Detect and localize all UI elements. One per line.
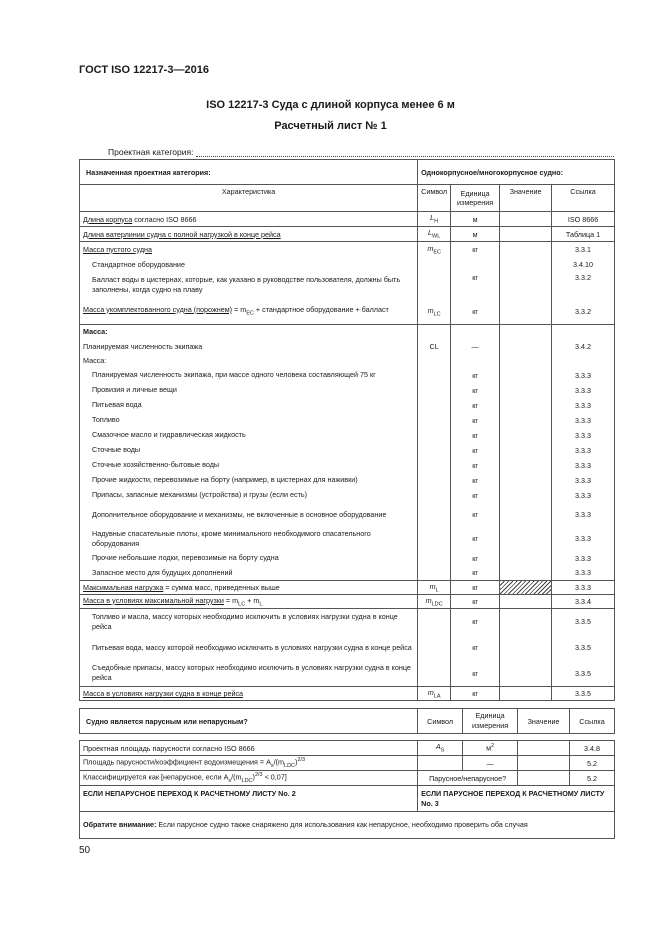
table-row [80,609,615,635]
row-label: Максимальная нагрузка = сумма масс, приведенных выше [80,581,418,595]
table-row [80,661,615,687]
row-unit: кг [451,398,500,413]
table-row [80,458,615,473]
row-reference: 3.3.3 [552,488,615,503]
row-label: Надувные спасательные плоты, кроме минимального необходимого спасательного оборудования [80,527,418,551]
table-row [80,368,615,383]
row-value[interactable] [518,741,570,756]
row-symbol: $m_{LDC}$ [418,595,451,609]
standard-designation: ГОСТ ISO 12217-3—2016 [79,64,209,76]
table-row [80,527,615,551]
row-symbol [418,368,451,383]
row-reference: 3.3.1 [552,242,615,257]
row-reference: 3.3.3 [552,551,615,566]
row-reference: ISO 8666 [552,212,615,227]
row-symbol: $m_L$ [418,581,451,595]
row-symbol [418,488,451,503]
row-label: Классифицируется как [непарусное, если $A_s/(m_{LDC})^{2/3} < 0,07$] [80,771,418,786]
row-symbol: $L_{WL}$ [418,227,451,242]
table-row [80,551,615,566]
category-row [80,160,615,185]
row-reference: 3.3.3 [552,581,615,595]
col-value: Значение [500,185,552,212]
row-reference: 3.3.3 [552,527,615,551]
row-label: Планируемая численность экипажа [80,339,418,354]
design-category-line [108,147,614,157]
table-row [80,581,615,595]
table-row [80,635,615,661]
row-value[interactable] [500,398,552,413]
table-row [80,741,615,756]
row-symbol [418,527,451,551]
table-row [80,398,615,413]
row-value[interactable] [500,595,552,609]
row-value[interactable] [500,488,552,503]
row-value[interactable] [500,383,552,398]
row-symbol [418,551,451,566]
row-reference: 3.3.5 [552,635,615,661]
row-label: Прочие жидкости, перевозимые на борту (например, в цистернах для наживки) [80,473,418,488]
row-label: Прочие небольшие лодки, перевозимые на борту судна [80,551,418,566]
row-value[interactable] [500,581,552,595]
table-row [80,325,615,339]
design-category-label: Проектная категория: [108,147,194,157]
row-value[interactable] [500,527,552,551]
sailing-question: Судно является парусным или непарусным? [80,709,418,734]
row-value[interactable] [500,661,552,687]
row-reference: 3.3.5 [552,687,615,701]
row-reference: 3.3.3 [552,368,615,383]
row-unit: кг [451,458,500,473]
nonsail-branch: ЕСЛИ НЕПАРУСНОЕ ПЕРЕХОД К РАСЧЕТНОМУ ЛИСТУ No. 2 [80,786,418,812]
table-row [80,488,615,503]
mass-heading: Масса: [80,325,418,339]
row-label: Сточные воды [80,443,418,458]
row-unit: кг [451,383,500,398]
row-unit: — [451,339,500,354]
note-cell: Обратите внимание: Если парусное судно также снаряжено для использования как непарусное, необходимо проверить оба случая [80,812,615,839]
branch-row [80,786,615,812]
row-unit [451,257,500,272]
col-characteristic: Характеристика [80,185,418,212]
table-row [80,354,615,368]
row-symbol: $m_{LA}$ [418,687,451,701]
table-row [80,428,615,443]
col-reference: Ссылка [552,185,615,212]
row-label: Стандартное оборудование [80,257,418,272]
col-symbol: Символ [418,185,451,212]
row-reference: 5.2 [570,756,615,771]
row-reference: 3.3.5 [552,609,615,635]
row-label: Планируемая численность экипажа, при массе одного человека составляющей 75 кг [80,368,418,383]
col-unit: Единица измерения [463,709,518,734]
row-unit: кг [451,581,500,595]
header-row [80,709,615,734]
row-symbol [418,458,451,473]
row-unit: кг [451,527,500,551]
row-symbol [418,635,451,661]
row-reference: 3.3.3 [552,443,615,458]
row-unit: кг [451,272,500,299]
row-reference: 3.3.3 [552,398,615,413]
row-symbol [418,398,451,413]
row-label: Съедобные припасы, массу которых необходимо исключить в условиях нагрузки судна в конце рейса [80,661,418,687]
row-unit: кг [451,503,500,527]
row-unit: кг [451,551,500,566]
row-unit: кг [451,473,500,488]
row-label: Смазочное масло и гидравлическая жидкость [80,428,418,443]
row-value[interactable] [500,428,552,443]
row-reference: 3.3.2 [552,272,615,299]
row-unit: кг [451,687,500,701]
calculation-table [79,159,615,701]
row-unit: кг [451,635,500,661]
row-unit: кг [451,443,500,458]
row-unit: — [463,756,518,771]
row-reference: 3.3.2 [552,299,615,325]
table-row [80,339,615,354]
row-value[interactable] [500,368,552,383]
table-row [80,771,615,786]
row-value[interactable] [500,687,552,701]
row-label: Масса пустого судна [80,242,418,257]
row-value[interactable] [500,609,552,635]
dotted-fill-line [196,148,614,157]
row-symbol [418,443,451,458]
row-symbol [418,257,451,272]
document-title: ISO 12217-3 Суда с длиной корпуса менее 6 м [206,99,455,111]
row-symbol [418,609,451,635]
row-label: Припасы, запасные механизмы (устройства) и грузы (если есть) [80,488,418,503]
row-symbol [418,756,463,771]
row-label: Масса в условиях максимальной нагрузки = $m_{LC} + m_L$ [80,595,418,609]
col-unit: Единица измерения [451,185,500,212]
row-reference: 3.3.3 [552,413,615,428]
row-reference: 3.4.10 [552,257,615,272]
note-row [80,812,615,839]
row-value[interactable] [500,212,552,227]
row-label: Провизия и личные вещи [80,383,418,398]
row-reference: 3.3.3 [552,383,615,398]
sheet-title: Расчетный лист № 1 [274,120,387,132]
row-reference: 3.3.3 [552,458,615,473]
row-label: Длина корпуса согласно ISO 8666 [80,212,418,227]
row-value[interactable] [500,339,552,354]
sail-branch: ЕСЛИ ПАРУСНОЕ ПЕРЕХОД К РАСЧЕТНОМУ ЛИСТУ No. 3 [418,786,615,812]
table-row [80,257,615,272]
sailing-table [79,708,615,839]
row-symbol [418,272,451,299]
row-unit: кг [451,413,500,428]
row-symbol: $m_{EC}$ [418,242,451,257]
table-row [80,756,615,771]
table-row [80,227,615,242]
row-unit: м [451,227,500,242]
row-label: Масса в условиях нагрузки судна в конце рейса [80,687,418,701]
row-value[interactable] [500,458,552,473]
row-value[interactable] [500,257,552,272]
row-label: Питьевая вода [80,398,418,413]
row-unit: кг [451,609,500,635]
table-row [80,383,615,398]
row-label: Балласт воды в цистернах, которые, как указано в руководстве пользователя, должны быть заполнены, когда судно на плаву [80,272,418,299]
row-symbol [418,473,451,488]
row-reference: 5.2 [570,771,615,786]
row-reference: 3.3.3 [552,566,615,581]
header-row [80,185,615,212]
row-reference: 3.4.8 [570,741,615,756]
table-row [80,687,615,701]
row-label: Проектная площадь парусности согласно ISO 8666 [80,741,418,756]
row-value[interactable] [500,551,552,566]
row-reference: 3.3.3 [552,473,615,488]
row-symbol: CL [418,339,451,354]
spacer-row [80,734,615,741]
row-value[interactable] [500,242,552,257]
row-label: Запасное место для будущих дополнений [80,566,418,581]
row-symbol: $m_{LC}$ [418,299,451,325]
row-value[interactable] [500,299,552,325]
row-value[interactable] [500,413,552,428]
row-value[interactable] [500,227,552,242]
row-reference: 3.4.2 [552,339,615,354]
row-label: Масса укомплектованного судна (порожнем) = $m_{EC}$ + стандартное оборудование + балласт [80,299,418,325]
row-label: Питьевая вода, массу которой необходимо исключить в условиях нагрузки судна в конце рейса [80,635,418,661]
row-value[interactable] [518,756,570,771]
col-value: Значение [518,709,570,734]
row-value[interactable] [500,635,552,661]
hull-type-cell: Однокорпусное/многокорпусное судно: [418,160,615,185]
row-value[interactable] [500,566,552,581]
table-row [80,473,615,488]
row-value[interactable] [500,503,552,527]
row-unit: м [451,212,500,227]
row-unit: кг [451,595,500,609]
row-symbol [418,566,451,581]
row-label: Топливо [80,413,418,428]
row-unit: кг [451,299,500,325]
row-symbol [418,383,451,398]
row-value[interactable] [500,473,552,488]
row-reference: Таблица 1 [552,227,615,242]
intended-category-cell: Назначенная проектная категория: [80,160,418,185]
row-unit: кг [451,428,500,443]
table-row [80,212,615,227]
row-symbol [418,413,451,428]
table-row [80,443,615,458]
row-unit: кг [451,566,500,581]
row-symbol: $L_H$ [418,212,451,227]
row-label: Сточные хозяйственно-бытовые воды [80,458,418,473]
row-label: Длина ватерлинии судна с полной нагрузкой в конце рейса [80,227,418,242]
table-row [80,595,615,609]
row-symbol [418,503,451,527]
row-unit: кг [451,242,500,257]
row-symbol [418,661,451,687]
row-reference: 3.3.3 [552,503,615,527]
row-unit: кг [451,661,500,687]
row-value[interactable] [500,272,552,299]
row-symbol: $A_S$ [418,741,463,756]
table-row [80,272,615,299]
table-row [80,299,615,325]
row-value[interactable] [500,443,552,458]
table-row [80,503,615,527]
row-label: Топливо и масла, массу которых необходимо исключить в условиях нагрузки судна в конце рейса [80,609,418,635]
row-label: Площадь парусности/коэффициент водоизмещения = $A_s/(m_{LDC})^{2/3}$ [80,756,418,771]
page-number: 50 [79,845,91,856]
row-unit: $м^2$ [463,741,518,756]
row-unit: кг [451,368,500,383]
row-label: Дополнительное оборудование и механизмы, не включенные в основное оборудование [80,503,418,527]
table-row [80,566,615,581]
mass-subheading: Масса: [80,354,418,368]
sail-answer-label: Парусное/непарусное? [418,771,518,786]
row-reference: 3.3.5 [552,661,615,687]
col-reference: Ссылка [570,709,615,734]
row-reference: 3.3.3 [552,428,615,443]
table-row [80,413,615,428]
row-unit: кг [451,488,500,503]
row-symbol [418,428,451,443]
row-value[interactable] [518,771,570,786]
row-reference: 3.3.4 [552,595,615,609]
col-symbol: Символ [418,709,463,734]
table-row [80,242,615,257]
